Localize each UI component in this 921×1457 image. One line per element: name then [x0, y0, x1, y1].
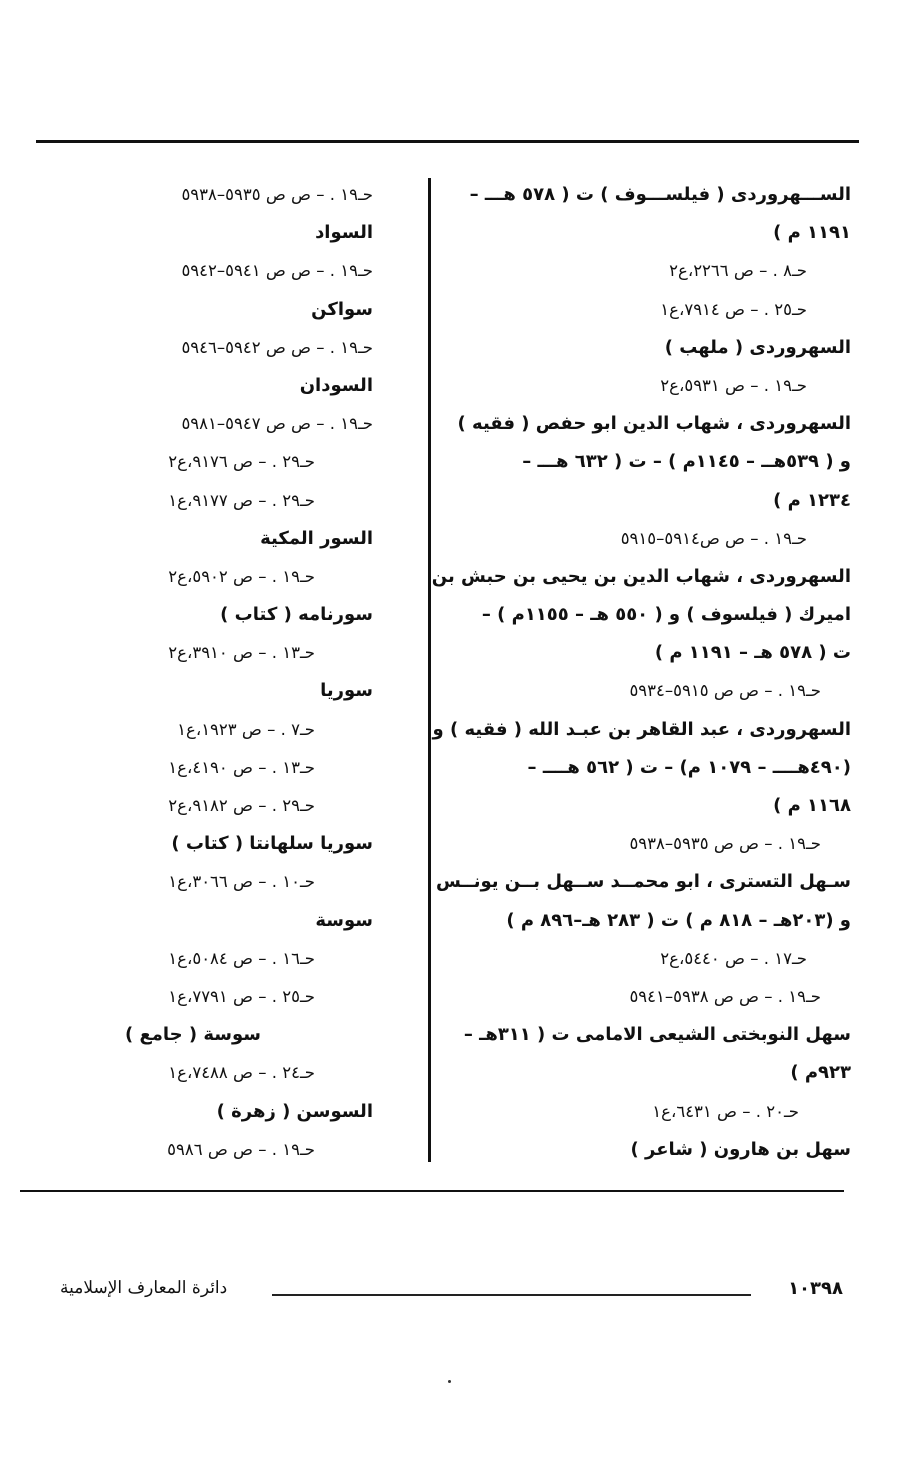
footer-rule: [272, 1294, 751, 1296]
entry-reference: حـ٢٤ . – ص ٧٤٨٨،ع١: [168, 1063, 315, 1083]
left-column: [73, 176, 373, 1169]
entry-reference: حـ١٦ . – ص ٥٠٨٤،ع١: [168, 948, 315, 968]
entry-heading: السودان: [299, 374, 373, 396]
entry-reference: حـ١٩ . – ص ص ٥٩٣٥–٥٩٣٨: [629, 834, 821, 854]
entry-heading: سواكن: [311, 298, 373, 320]
entry-heading-continued: اميرك ( فيلسوف ) و ( ٥٥٠ هـ – ١١٥٥م ) –: [481, 604, 851, 626]
entry-heading: السور المكية: [260, 527, 373, 549]
entry-reference: حـ٧ . – ص ١٩٢٣،ع١: [177, 719, 315, 739]
entry-heading: السهروردى ، شهاب الدين ابو حفص ( فقيه ): [457, 413, 851, 435]
entry-heading: سوسة ( جامع ): [124, 1024, 261, 1046]
entry-heading-continued: ٩٢٣م ): [790, 1062, 851, 1084]
entry-heading: سورنامه ( كتاب ): [220, 604, 373, 626]
entry-reference: حـ١٩ . – ص ص ٥٩٤١–٥٩٤٢: [181, 261, 373, 281]
entry-reference: حـ٢٥ . – ص ٧٧٩١،ع١: [168, 986, 315, 1006]
entry-heading-continued: ١٢٣٤ م ): [773, 489, 851, 511]
entry-reference: حـ١٩ . – ص ٥٩٣١،ع٢: [660, 375, 807, 395]
entry-reference: حـ١٣ . – ص ٣٩١٠،ع٢: [168, 643, 315, 663]
entry-heading: السهروردى ( ملهب ): [664, 336, 851, 358]
entry-reference: حـ٢٠ . – ص ٦٤٣١،ع١: [652, 1101, 799, 1121]
entry-reference: حـ١٩ . – ص ص٥٩١٤–٥٩١٥: [620, 528, 807, 548]
page-number: ١٠٣٩٨: [788, 1278, 843, 1299]
entry-heading: السوسن ( زهرة ): [216, 1100, 373, 1122]
page-footer: [60, 1278, 843, 1308]
entry-reference: حـ١٣ . – ص ٤١٩٠،ع١: [168, 757, 315, 777]
entry-heading: السهروردى ، شهاب الدين بن يحيى بن حبش بن: [431, 565, 851, 587]
entry-heading: سوريا: [320, 680, 373, 702]
scan-speck: [448, 1380, 451, 1383]
entry-reference: حـ٢٥ . – ص ٧٩١٤،ع١: [660, 299, 807, 319]
entry-reference: حـ٨ . – ص ٢٢٦٦،ع٢: [669, 261, 807, 281]
bottom-rule: [20, 1190, 844, 1192]
entry-heading: سهل النوبختى الشيعى الامامى ت ( ٣١١هـ –: [463, 1024, 851, 1046]
entry-heading: السهروردى ، عبد القاهر بن عبـد الله ( فقيه ) و: [432, 718, 851, 740]
entry-reference: حـ١٩ . – ص ٥٩٠٢،ع٢: [168, 566, 315, 586]
entry-heading: سوريا سلهانتا ( كتاب ): [171, 833, 373, 855]
entry-heading-continued: و ( ٥٣٩هــ – ١١٤٥م ) – ت ( ٦٣٢ هـــ –: [522, 451, 851, 473]
entry-reference: حـ١٩ . – ص ص ٥٩٣٨–٥٩٤١: [629, 986, 821, 1006]
entry-reference: حـ٢٩ . – ص ٩١٧٧،ع١: [168, 490, 315, 510]
entry-reference: حـ٢٩ . – ص ٩١٨٢،ع٢: [168, 796, 315, 815]
entry-heading-continued: (٤٩٠هــــ – ١٠٧٩ م) – ت ( ٥٦٢ هــــ –: [527, 756, 851, 778]
entry-reference: حـ١٩ . – ص ص ٥٩٣٥–٥٩٣٨: [181, 185, 373, 204]
entry-reference: حـ١٠ . – ص ٣٠٦٦،ع١: [168, 872, 315, 892]
entry-heading: الســـهروردى ( فيلســـوف ) ت ( ٥٧٨ هـــ –: [469, 184, 851, 205]
entry-reference: حـ١٧ . – ص ٥٤٤٠،ع٢: [660, 948, 807, 968]
entry-heading-continued: ١١٩١ م ): [773, 222, 851, 244]
entry-reference: حـ١٩ . – ص ص ٥٩٤٧–٥٩٨١: [181, 414, 373, 434]
entry-heading: سـهل التسترى ، ابو محمــد ســهل بــن يونــس: [435, 871, 851, 893]
entry-heading-continued: ت ( ٥٧٨ هـ – ١١٩١ م ): [654, 642, 851, 664]
entry-reference: حـ١٩ . – ص ص ٥٩١٥–٥٩٣٤: [629, 681, 821, 701]
entry-reference: حـ١٩ . – ص ص ٥٩٨٦: [167, 1139, 315, 1159]
entry-heading: سهل بن هارون ( شاعر ): [630, 1138, 851, 1160]
entry-heading-continued: و (٢٠٣هـ – ٨١٨ م ) ت ( ٢٨٣ هـ–٨٩٦ م ): [506, 909, 851, 931]
entry-reference: حـ١٩ . – ص ص ٥٩٤٢–٥٩٤٦: [181, 337, 373, 357]
top-rule: [36, 140, 859, 143]
entry-heading: السواد: [315, 222, 373, 244]
right-column: [431, 176, 851, 1169]
column-divider: [428, 178, 431, 1162]
entry-reference: حـ٢٩ . – ص ٩١٧٦،ع٢: [168, 452, 315, 472]
entry-heading-continued: ١١٦٨ م ): [773, 795, 851, 816]
journal-title: دائرة المعارف الإسلامية: [60, 1278, 228, 1298]
entry-heading: سوسة: [315, 909, 373, 931]
